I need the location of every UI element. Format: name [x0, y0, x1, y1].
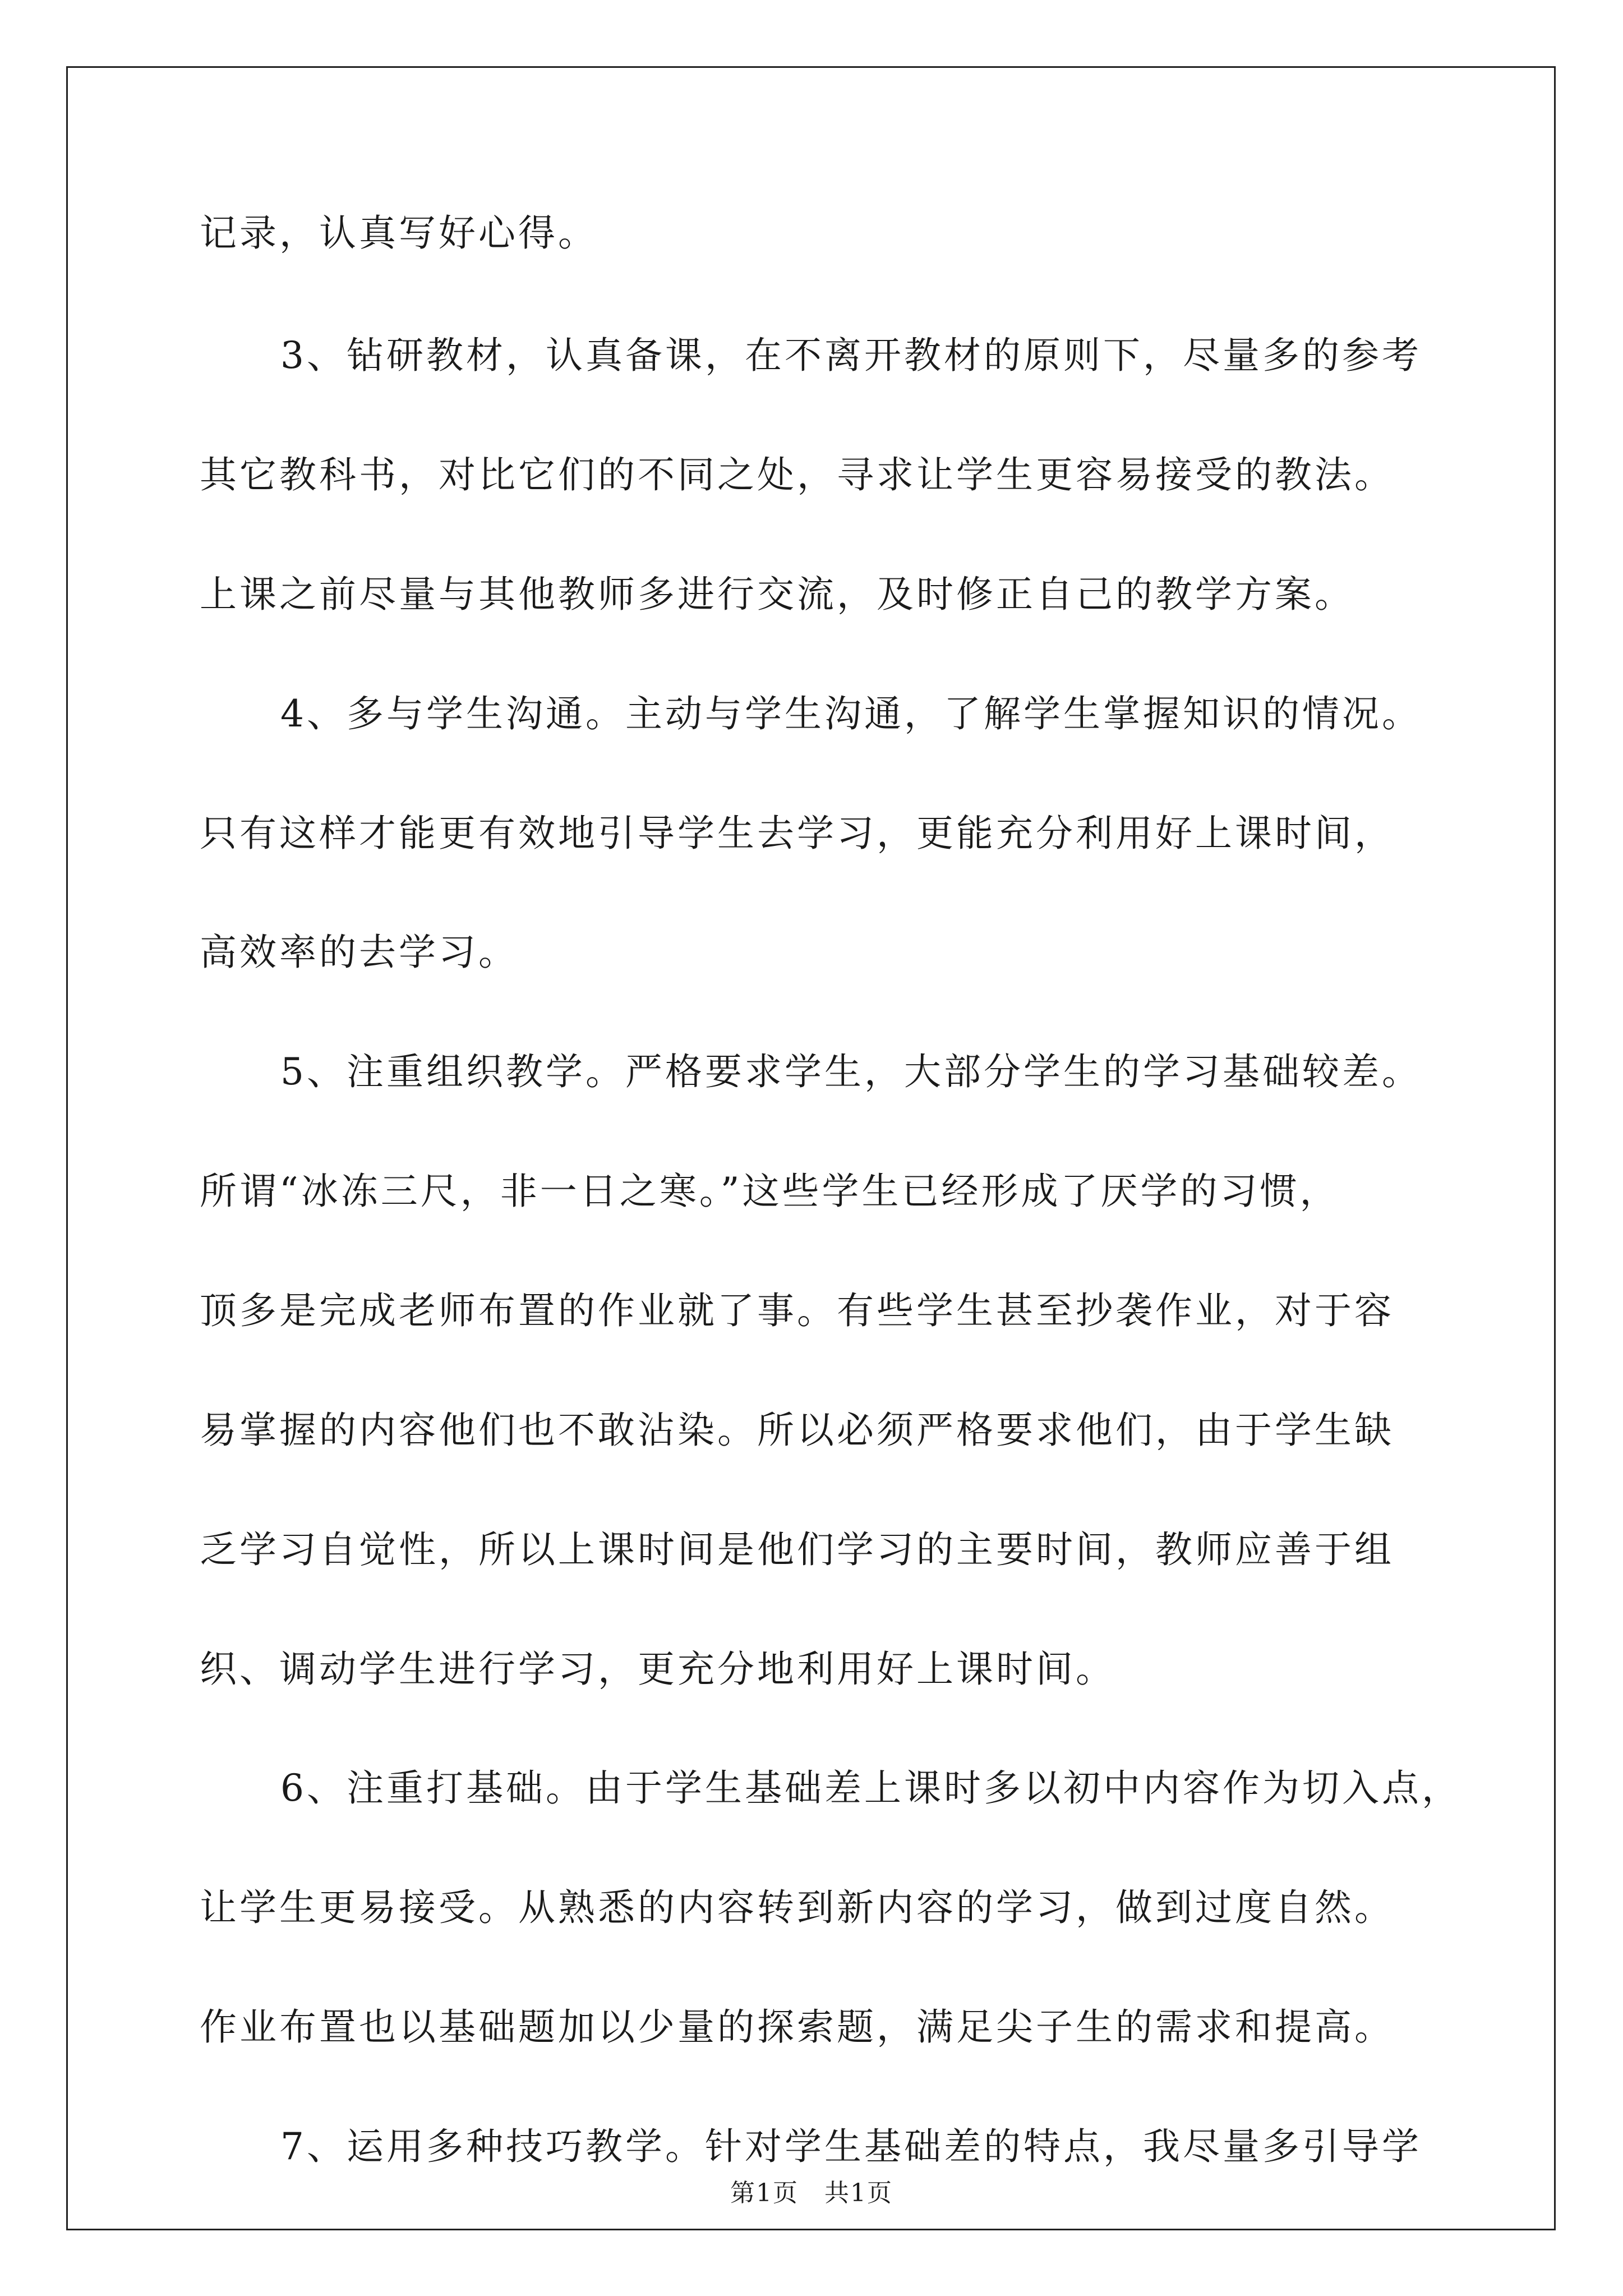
text-line: 顶多是完成老师布置的作业就了事。有些学生甚至抄袭作业，对于容	[200, 1289, 1394, 1332]
text-line: 上课之前尽量与其他教师多进行交流，及时修正自己的教学方案。	[200, 573, 1354, 616]
text-line: 让学生更易接受。从熟悉的内容转到新内容的学习，做到过度自然。	[200, 1886, 1394, 1929]
text-line: 高效率的去学习。	[200, 931, 518, 974]
text-line: 7、运用多种技巧教学。针对学生基础差的特点，我尽量多引导学	[280, 2125, 1422, 2168]
text-line: 只有这样才能更有效地引导学生去学习，更能充分利用好上课时间，	[200, 812, 1394, 855]
text-line: 4、多与学生沟通。主动与学生沟通，了解学生掌握知识的情况。	[280, 692, 1422, 735]
text-line: 记录，认真写好心得。	[200, 211, 598, 255]
text-line: 3、钻研教材，认真备课，在不离开教材的原则下，尽量多的参考	[280, 334, 1422, 377]
text-line: 乏学习自觉性，所以上课时间是他们学习的主要时间，教师应善于组	[200, 1528, 1394, 1571]
text-line: 所谓“冰冻三尺，非一日之寒。”这些学生已经形成了厌学的习惯，	[200, 1170, 1340, 1213]
text-line: 6、注重打基础。由于学生基础差上课时多以初中内容作为切入点，	[280, 1766, 1461, 1810]
page-number-footer: 第1页 共1页	[730, 2179, 893, 2207]
text-line: 作业布置也以基础题加以少量的探索题，满足尖子生的需求和提高。	[200, 2005, 1394, 2049]
text-line: 5、注重组织教学。严格要求学生，大部分学生的学习基础较差。	[280, 1050, 1422, 1093]
text-line: 织、调动学生进行学习，更充分地利用好上课时间。	[200, 1648, 1115, 1691]
text-line: 其它教科书，对比它们的不同之处，寻求让学生更容易接受的教法。	[200, 453, 1394, 496]
text-line: 易掌握的内容他们也不敢沾染。所以必须严格要求他们，由于学生缺	[200, 1409, 1394, 1452]
